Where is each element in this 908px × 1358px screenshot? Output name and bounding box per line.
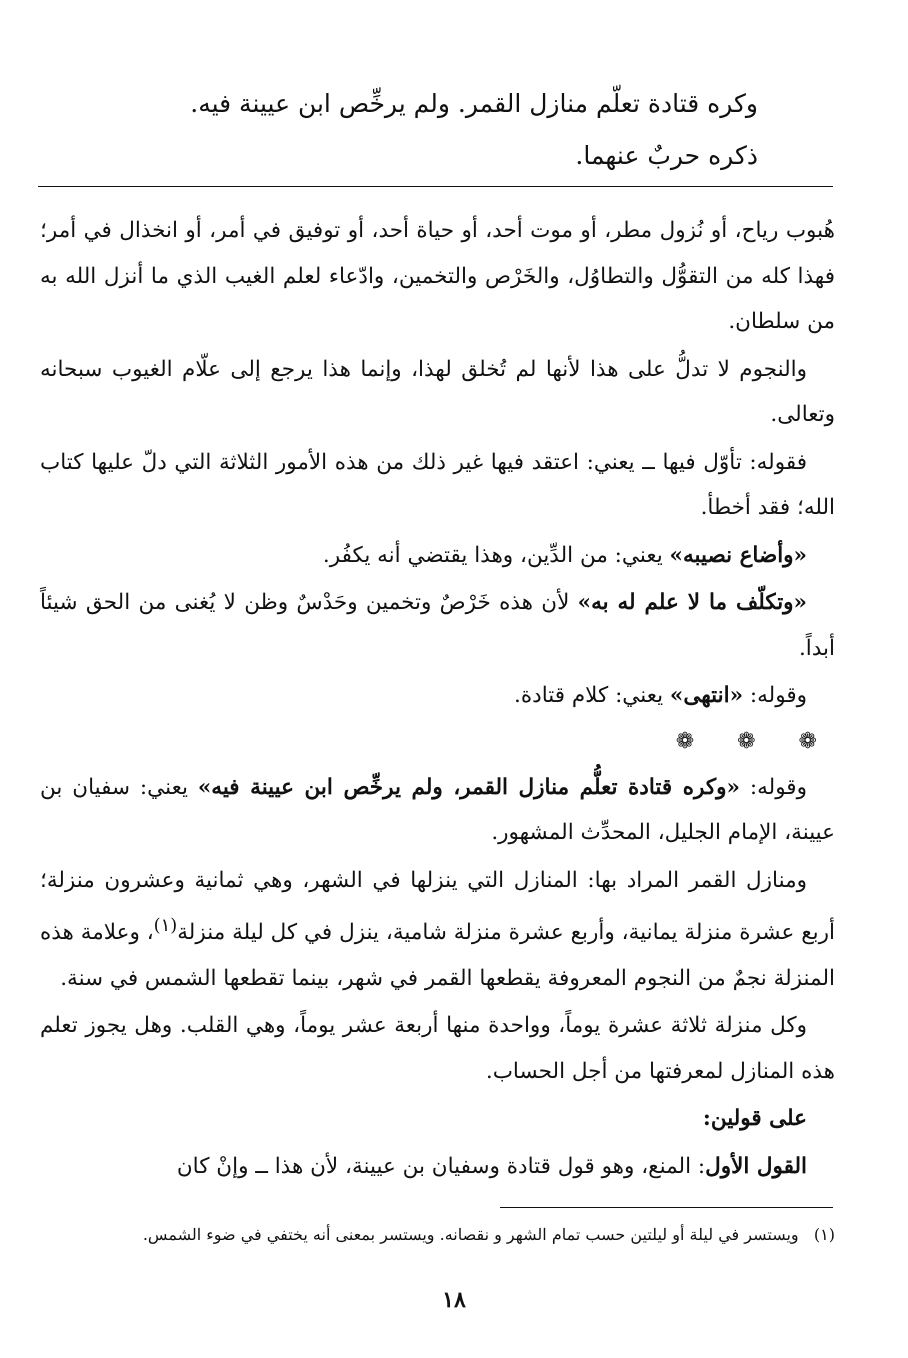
paragraph-8 [40, 858, 835, 1002]
footnote-number: (١) [813, 1225, 835, 1244]
paragraph-text: يعني: من الدِّين، وهذا يقتضي أنه يكفُر. [322, 542, 670, 568]
paragraph-text: ، وعلامة هذه المنزلة نجمٌ من النجوم المعروفة يقطعها القمر في شهر، بينما تقطعها الشمس في سنة. [40, 920, 835, 991]
paragraph-4 [40, 533, 835, 579]
quoted-phrase: «وتكلّف ما لا علم له به» [577, 590, 807, 615]
footnote [40, 1220, 835, 1250]
ornament-divider: ❁ ❁ ❁ [675, 728, 835, 754]
quoted-phrase: «انتهى» [669, 683, 744, 708]
paragraph-10 [40, 1144, 835, 1190]
paragraph-text: يعني: سفيان بن عيينة، الإمام الجليل، المحدِّث المشهور. [40, 774, 835, 845]
paragraph-text: لأن هذه خَرْصٌ وتخمين وحَدْسٌ وظن لا يُغنى من الحق شيئاً أبداً. [40, 590, 835, 661]
page-number: ١٨ [442, 1287, 466, 1313]
paragraph-5 [40, 580, 835, 671]
paragraph-3: فقوله: تأوّل فيها ــ يعني: اعتقد فيها غير ذلك من هذه الأمور الثلاثة التي دلّ عليها كتاب الله؛ فقد أخطأ. [40, 449, 835, 520]
separator-rule [38, 186, 833, 187]
section-heading: على قولين: [702, 1106, 807, 1132]
quote-line-1: وكره قتادة تعلّم منازل القمر. ولم يرخِّص ابن عيينة فيه. [190, 89, 758, 118]
paragraph-2: والنجوم لا تدلُّ على هذا لأنها لم تُخلق لهذا، وإنما هذا يرجع إلى علّام الغيوب سبحانه وتعالى. [40, 356, 835, 427]
paragraph-text: ومنازل القمر المراد بها: المنازل التي ينزلها في الشهر، وهي ثمانية وعشرون منزلة؛ أربع عشرة منزلة يمانية، وأربع عشرة منزلة شامية، ينزل في كل ليلة منزلة [40, 867, 835, 946]
quote-line-2: ذكره حربٌ عنهما. [575, 141, 758, 170]
quoted-text-block [118, 78, 758, 182]
paragraph-7 [40, 765, 835, 856]
paragraph-9: وكل منزلة ثلاثة عشرة يوماً، وواحدة منها أربعة عشر يوماً، وهي القلب. وهل يجوز تعلم هذه المنازل لمعرفتها من أجل الحساب. [40, 1013, 835, 1084]
paragraph-1: هُبوب رياح، أو نُزول مطر، أو موت أحد، أو حياة أحد، أو توفيق في أمر، أو انخذال في أمر؛ فهذا كله من التقوُّل والتطاوُل، والخَرْص والتخمين، وادّعاء لعلم الغيب الذي ما أنزل الله به من سلطان. [40, 218, 835, 334]
commentary-body [40, 208, 835, 1191]
paragraph-text: يعني: كلام قتادة. [514, 683, 670, 708]
footnote-separator [500, 1207, 833, 1208]
footnote-text: ويستسر في ليلة أو ليلتين حسب تمام الشهر و نقصانه. ويستسر بمعنى أنه يختفي في ضوء الشمس. [142, 1225, 799, 1244]
paragraph-text: وقوله: [739, 774, 807, 800]
paragraph-text: وقوله: [743, 683, 807, 708]
paragraph-text: : المنع، وهو قول قتادة وسفيان بن عيينة، لأن هذا ــ وإنْ كان [176, 1153, 706, 1179]
quoted-phrase: القول الأول [705, 1153, 807, 1179]
quoted-phrase: «وكره قتادة تعلُّم منازل القمر، ولم يرخِّص ابن عيينة فيه» [197, 774, 740, 800]
paragraph-6 [40, 673, 835, 719]
footnote-ref: (١) [153, 915, 178, 936]
quoted-phrase: «وأضاع نصيبه» [669, 542, 807, 568]
